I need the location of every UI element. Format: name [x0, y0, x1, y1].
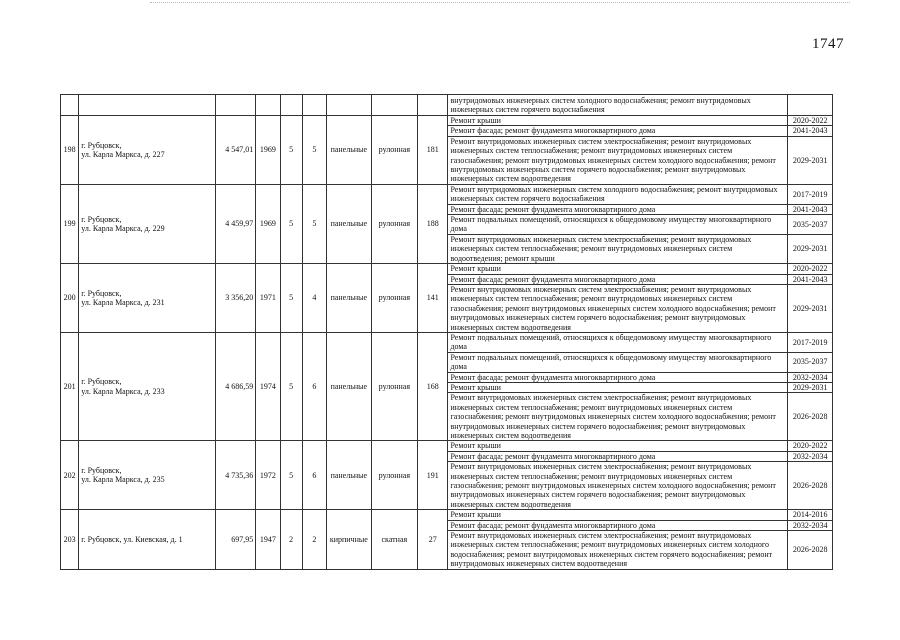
- wall-material: панельные: [327, 184, 372, 263]
- empty-cell: [371, 95, 418, 116]
- roof-type: рулонная: [371, 264, 418, 333]
- roof-type: скатная: [371, 510, 418, 569]
- work-years: 2020-2022: [788, 116, 833, 126]
- roof-type: рулонная: [371, 116, 418, 185]
- work-description: Ремонт внутридомовых инженерных систем электроснабжения; ремонт внутридомовых инженерных систем теплоснабжения; ремонт внутридомовых инженерных систем газоснабжения; ремонт внутридомовых инженерных систем холодного водоснабжения; ремонт внутридомовых инженерных систем горячего водоснабжения; ремонт внутридомовых инженерных систем водоотведения: [448, 393, 788, 441]
- build-year: 1971: [256, 264, 280, 333]
- total-area: 4 735,36: [215, 441, 255, 510]
- work-description: Ремонт крыши: [448, 264, 788, 274]
- continuation-row: [61, 95, 833, 116]
- roof-type: рулонная: [371, 184, 418, 263]
- total-area: 4 686,59: [215, 332, 255, 440]
- row-number: 198: [61, 116, 79, 185]
- table-row: [61, 184, 833, 204]
- residents-count: 168: [418, 332, 448, 440]
- work-years: 2017-2019: [788, 184, 833, 204]
- floors-count: 5: [280, 116, 302, 185]
- work-description: Ремонт внутридомовых инженерных систем электроснабжения; ремонт внутридомовых инженерных систем теплоснабжения; ремонт внутридомовых инженерных систем газоснабжения; ремонт внутридомовых инженерных систем холодного водоснабжения; ремонт внутридомовых инженерных систем горячего водоснабжения; ремонт внутридомовых инженерных систем водоотведения: [448, 136, 788, 184]
- row-number: 201: [61, 332, 79, 440]
- work-years: 2041-2043: [788, 204, 833, 214]
- residents-count: 27: [418, 510, 448, 569]
- work-years: 2026-2028: [788, 393, 833, 441]
- entrances-count: 2: [302, 510, 326, 569]
- work-description: Ремонт внутридомовых инженерных систем электроснабжения; ремонт внутридомовых инженерных систем теплоснабжения; ремонт внутридомовых инженерных систем газоснабжения; ремонт внутридомовых инженерных систем холодного водоснабжения; ремонт внутридомовых инженерных систем горячего водоснабжения; ремонт внутридомовых инженерных систем водоотведения: [448, 462, 788, 510]
- house-address: г. Рубцовск, ул. Карла Маркса, д. 227: [79, 116, 216, 185]
- work-years: 2041-2043: [788, 126, 833, 136]
- entrances-count: 6: [302, 332, 326, 440]
- row-number: 202: [61, 441, 79, 510]
- wall-material: панельные: [327, 441, 372, 510]
- work-description: Ремонт фасада; ремонт фундамента многоквартирного дома: [448, 451, 788, 461]
- work-years: 2020-2022: [788, 264, 833, 274]
- work-description: Ремонт фасада; ремонт фундамента многоквартирного дома: [448, 520, 788, 530]
- page-number: 1747: [812, 36, 844, 52]
- house-address: г. Рубцовск, ул. Карла Маркса, д. 229: [79, 184, 216, 263]
- work-description: Ремонт крыши: [448, 382, 788, 392]
- wall-material: панельные: [327, 116, 372, 185]
- roof-type: рулонная: [371, 332, 418, 440]
- wall-material: панельные: [327, 264, 372, 333]
- work-description: Ремонт фасада; ремонт фундамента многоквартирного дома: [448, 274, 788, 284]
- work-years: 2032-2034: [788, 372, 833, 382]
- work-years: 2026-2028: [788, 462, 833, 510]
- work-years: 2020-2022: [788, 441, 833, 451]
- residents-count: 191: [418, 441, 448, 510]
- work-years: 2035-2037: [788, 352, 833, 372]
- entrances-count: 6: [302, 441, 326, 510]
- residents-count: 141: [418, 264, 448, 333]
- floors-count: 5: [280, 184, 302, 263]
- empty-cell: [418, 95, 448, 116]
- work-description: Ремонт крыши: [448, 441, 788, 451]
- row-number: 203: [61, 510, 79, 569]
- work-years: 2041-2043: [788, 274, 833, 284]
- floors-count: 5: [280, 264, 302, 333]
- house-address: г. Рубцовск, ул. Карла Маркса, д. 231: [79, 264, 216, 333]
- work-years: 2026-2028: [788, 531, 833, 570]
- wall-material: панельные: [327, 332, 372, 440]
- floors-count: 5: [280, 441, 302, 510]
- house-address: г. Рубцовск, ул. Киевская, д. 1: [79, 510, 216, 569]
- work-description: Ремонт внутридомовых инженерных систем электроснабжения; ремонт внутридомовых инженерных систем теплоснабжения; ремонт внутридомовых инженерных систем газоснабжения; ремонт внутридомовых инженерных систем холодного водоснабжения; ремонт внутридомовых инженерных систем горячего водоснабжения; ремонт внутридомовых инженерных систем водоотведения: [448, 284, 788, 332]
- entrances-count: 5: [302, 116, 326, 185]
- work-years: 2014-2016: [788, 510, 833, 520]
- residents-count: 188: [418, 184, 448, 263]
- wall-material: кирпичные: [327, 510, 372, 569]
- work-description: Ремонт подвальных помещений, относящихся к общедомовому имуществу многоквартирного дома: [448, 352, 788, 372]
- work-description: Ремонт фасада; ремонт фундамента многоквартирного дома: [448, 372, 788, 382]
- work-description: Ремонт внутридомовых инженерных систем электроснабжения; ремонт внутридомовых инженерных систем теплоснабжения; ремонт внутридомовых инженерных систем водоотведения; ремонт крыши: [448, 234, 788, 263]
- build-year: 1969: [256, 116, 280, 185]
- work-description: Ремонт подвальных помещений, относящихся к общедомовому имуществу многоквартирного дома: [448, 332, 788, 352]
- build-year: 1972: [256, 441, 280, 510]
- work-description: Ремонт внутридомовых инженерных систем холодного водоснабжения; ремонт внутридомовых инженерных систем горячего водоснабжения: [448, 184, 788, 204]
- work-years: 2029-2031: [788, 234, 833, 263]
- floors-count: 2: [280, 510, 302, 569]
- work-years: 2029-2031: [788, 284, 833, 332]
- empty-cell: [302, 95, 326, 116]
- entrances-count: 4: [302, 264, 326, 333]
- work-years: 2017-2019: [788, 332, 833, 352]
- work-description: Ремонт фасада; ремонт фундамента многоквартирного дома: [448, 204, 788, 214]
- table-body: [61, 95, 833, 570]
- table-row: [61, 510, 833, 520]
- capital-repair-table: [60, 94, 833, 570]
- table-row: [61, 441, 833, 451]
- empty-cell: [215, 95, 255, 116]
- work-description: Ремонт крыши: [448, 116, 788, 126]
- work-years: 2032-2034: [788, 520, 833, 530]
- work-description: Ремонт крыши: [448, 510, 788, 520]
- empty-cell: [61, 95, 79, 116]
- table-row: [61, 264, 833, 274]
- empty-cell: [256, 95, 280, 116]
- work-description: Ремонт подвальных помещений, относящихся к общедомовому имуществу многоквартирного дома: [448, 215, 788, 235]
- work-years: 2032-2034: [788, 451, 833, 461]
- empty-cell: [280, 95, 302, 116]
- total-area: 4 547,01: [215, 116, 255, 185]
- entrances-count: 5: [302, 184, 326, 263]
- scan-artifact-line: [150, 2, 850, 3]
- build-year: 1969: [256, 184, 280, 263]
- table-row: [61, 116, 833, 126]
- build-year: 1974: [256, 332, 280, 440]
- work-years: 2029-2031: [788, 382, 833, 392]
- floors-count: 5: [280, 332, 302, 440]
- total-area: 4 459,97: [215, 184, 255, 263]
- work-years: 2035-2037: [788, 215, 833, 235]
- work-description: Ремонт фасада; ремонт фундамента многоквартирного дома: [448, 126, 788, 136]
- empty-cell: [327, 95, 372, 116]
- house-address: г. Рубцовск, ул. Карла Маркса, д. 235: [79, 441, 216, 510]
- row-number: 200: [61, 264, 79, 333]
- build-year: 1947: [256, 510, 280, 569]
- work-description: внутридомовых инженерных систем холодного водоснабжения; ремонт внутридомовых инженерных систем горячего водоснабжения: [448, 95, 788, 116]
- work-description: Ремонт внутридомовых инженерных систем электроснабжения; ремонт внутридомовых инженерных систем теплоснабжения; ремонт внутридомовых инженерных систем холодного водоснабжения; ремонт внутридомовых инженерных систем горячего водоснабжения; ремонт внутридомовых инженерных систем водоотведения: [448, 531, 788, 570]
- work-years: 2029-2031: [788, 136, 833, 184]
- work-years: [788, 95, 833, 116]
- table-row: [61, 332, 833, 352]
- total-area: 697,95: [215, 510, 255, 569]
- total-area: 3 356,20: [215, 264, 255, 333]
- row-number: 199: [61, 184, 79, 263]
- empty-cell: [79, 95, 216, 116]
- residents-count: 181: [418, 116, 448, 185]
- house-address: г. Рубцовск, ул. Карла Маркса, д. 233: [79, 332, 216, 440]
- roof-type: рулонная: [371, 441, 418, 510]
